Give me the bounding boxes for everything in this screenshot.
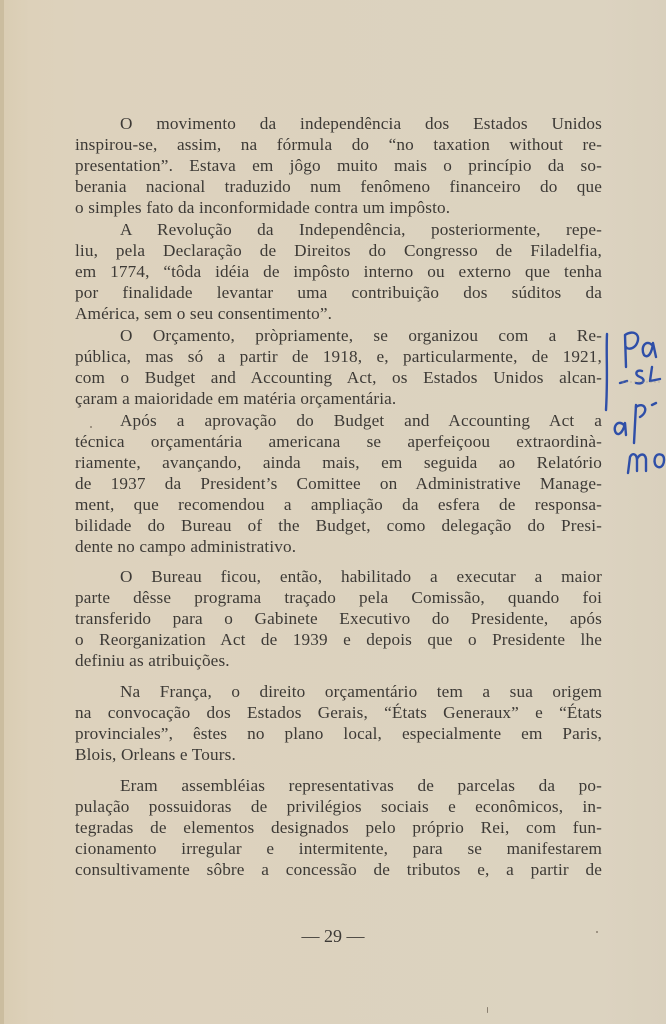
text-line: cionamento irregular e intermitente, para se manifestarem (75, 839, 602, 858)
paragraph-4 (75, 410, 602, 557)
text-line: transferido para o Gabinete Executivo do Presidente, após (75, 609, 602, 628)
text-line: O movimento da independência dos Estados Unidos (120, 114, 602, 133)
scan-speck (90, 426, 92, 428)
text-line: ment, que recomendou a ampliação da esfera de responsa- (75, 495, 602, 514)
text-line: dente no campo administrativo. (75, 537, 297, 556)
text-line: bilidade do Bureau of the Budget, como delegação do Presi- (75, 516, 602, 535)
text-line: Blois, Orleans e Tours. (75, 745, 236, 764)
text-line: berania nacional traduzido num fenômeno financeiro do que (75, 177, 602, 196)
text-line: riamente, avançando, ainda mais, em seguida ao Relatório (75, 453, 602, 472)
paragraph-7 (75, 775, 602, 880)
scan-speck (596, 931, 598, 933)
paragraph-6 (75, 681, 602, 765)
text-line: por finalidade levantar uma contribuição dos súditos da (75, 283, 602, 302)
page-binding-edge (0, 0, 4, 1024)
text-line: América, sem o seu consentimento”. (75, 304, 333, 323)
paragraph-1 (75, 113, 602, 218)
body-text (75, 113, 602, 886)
handwritten-margin-note (600, 325, 666, 485)
paragraph-3 (75, 325, 602, 409)
text-line: Eram assembléias representativas de parcelas da po- (120, 776, 602, 795)
text-line: técnica orçamentária americana se aperfeiçoou extraordinà- (75, 432, 602, 451)
scan-speck (487, 1007, 488, 1013)
text-line: Na França, o direito orçamentário tem a sua origem (120, 682, 602, 701)
text-line: inspirou-se, assim, na fórmula do “no taxation without re- (75, 135, 602, 154)
text-line: O Orçamento, pròpriamente, se organizou com a Re- (120, 326, 602, 345)
text-line: A Revolução da Independência, posteriormente, repe- (120, 220, 602, 239)
text-line: parte dêsse programa traçado pela Comissão, quando foi (75, 588, 602, 607)
text-line: tegradas de elementos designados pelo próprio Rei, com fun- (75, 818, 602, 837)
text-line: o simples fato da inconformidade contra um impôsto. (75, 198, 451, 217)
text-line: na convocação dos Estados Gerais, “États Generaux” e “États (75, 703, 602, 722)
text-line: em 1774, “tôda idéia de impôsto interno ou externo que tenha (75, 262, 602, 281)
text-line: definiu as atribuições. (75, 651, 230, 670)
text-line: de 1937 da President’s Comittee on Administrative Manage- (75, 474, 602, 493)
text-line: Após a aprovação do Budget and Accounting Act a (120, 411, 602, 430)
page-number: — 29 — (301, 926, 365, 946)
text-line: o Reorganization Act de 1939 e depois que o Presidente lhe (75, 630, 602, 649)
text-line: provinciales”, êstes no plano local, especialmente em Paris, (75, 724, 602, 743)
text-line: liu, pela Declaração de Direitos do Congresso de Filadelfia, (75, 241, 602, 260)
text-line: com o Budget and Accounting Act, os Estados Unidos alcan- (75, 368, 602, 387)
text-line: pulação possuidoras de privilégios sociais e econômicos, in- (75, 797, 602, 816)
text-line: presentation”. Estava em jôgo muito mais o princípio da so- (75, 156, 602, 175)
text-line: consultivamente sôbre a concessão de tributos e, a partir de (75, 860, 602, 879)
text-line: O Bureau ficou, então, habilitado a executar a maior (120, 567, 602, 586)
paragraph-2 (75, 219, 602, 324)
handwriting-scribble-icon (600, 325, 666, 485)
paragraph-5 (75, 566, 602, 671)
text-line: çaram a maioridade em matéria orçamentária. (75, 389, 397, 408)
text-line: pública, mas só a partir de 1918, e, particularmente, de 1921, (75, 347, 602, 366)
